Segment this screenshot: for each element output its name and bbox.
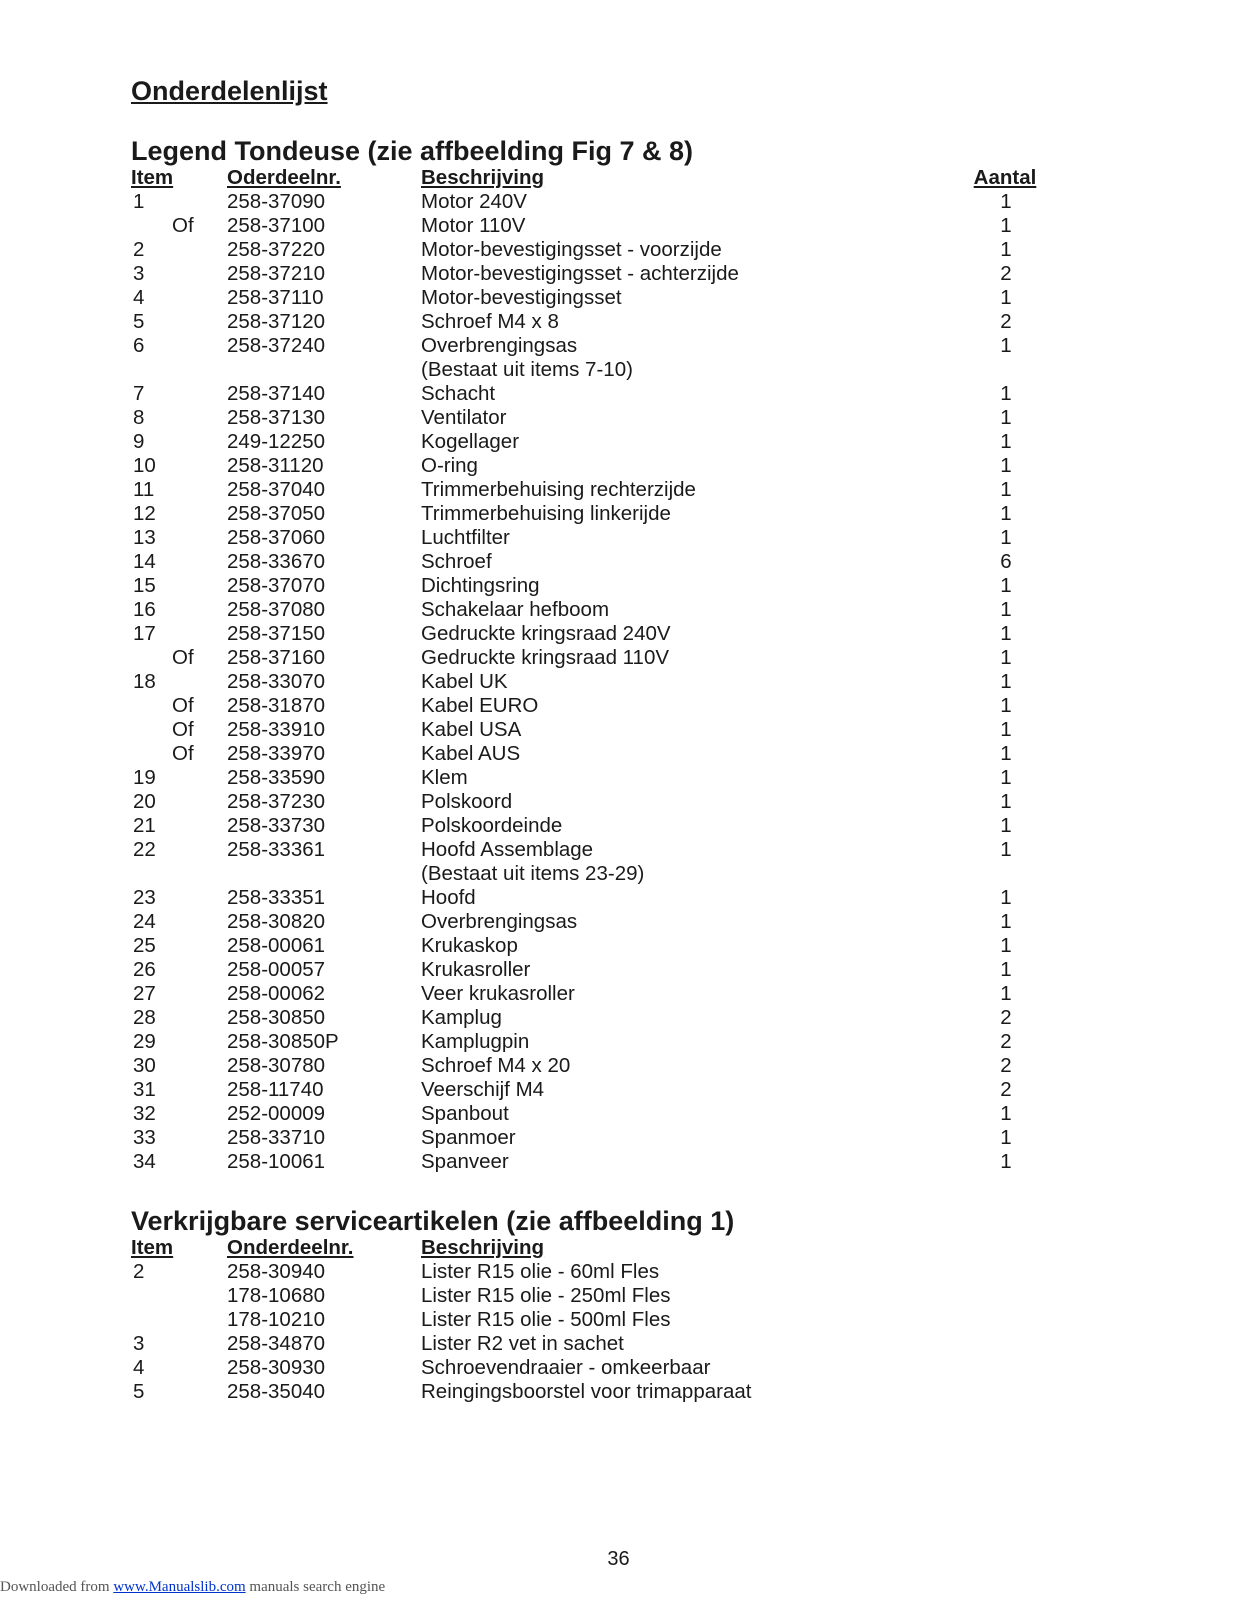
quantity: 2 (1000, 1006, 1012, 1029)
description: Lister R15 olie - 500ml Fles (421, 1308, 671, 1331)
quantity: 1 (1000, 718, 1012, 741)
quantity: 1 (1000, 766, 1012, 789)
quantity: 1 (1000, 1150, 1012, 1173)
part-number: 258-33730 (227, 814, 326, 837)
table-row (0, 814, 1237, 838)
description: Veer krukasroller (421, 982, 575, 1005)
part-number: 258-00062 (227, 982, 326, 1005)
description: Spanveer (421, 1150, 509, 1173)
alternative-marker: Of (172, 646, 194, 669)
service-section-heading: Verkrijgbare serviceartikelen (zie affbeelding 1) (131, 1206, 735, 1236)
table-row (0, 934, 1237, 958)
quantity: 1 (1000, 790, 1012, 813)
part-number: 178-10210 (227, 1308, 326, 1331)
parts-table (0, 166, 1237, 1174)
description: Schroef M4 x 8 (421, 310, 559, 333)
part-number: 258-37210 (227, 262, 326, 285)
part-number: 249-12250 (227, 430, 326, 453)
item-number: 18 (133, 670, 156, 693)
quantity: 1 (1000, 646, 1012, 669)
table-row (0, 310, 1237, 334)
quantity: 1 (1000, 286, 1012, 309)
header-item: Item (131, 1236, 174, 1259)
quantity: 1 (1000, 454, 1012, 477)
part-number: 258-30780 (227, 1054, 326, 1077)
description: Polskoordeinde (421, 814, 563, 837)
description: Spanbout (421, 1102, 509, 1125)
item-number: 15 (133, 574, 156, 597)
table-row (0, 646, 1237, 670)
part-number: 258-37090 (227, 190, 326, 213)
quantity: 1 (1000, 982, 1012, 1005)
part-number: 258-37070 (227, 574, 326, 597)
quantity: 1 (1000, 622, 1012, 645)
part-number: 258-37130 (227, 406, 326, 429)
quantity: 2 (1000, 1054, 1012, 1077)
table-row (0, 910, 1237, 934)
description: Kabel AUS (421, 742, 521, 765)
header-part-number: Oderdeelnr. (227, 166, 341, 189)
description: Lister R15 olie - 250ml Fles (421, 1284, 671, 1307)
item-number: 3 (133, 1332, 145, 1355)
item-number: 17 (133, 622, 156, 645)
header-part-number: Onderdeelnr. (227, 1236, 354, 1259)
description: Gedruckte kringsraad 110V (421, 646, 670, 669)
item-number: 11 (133, 478, 155, 501)
table-row (0, 886, 1237, 910)
item-number: 16 (133, 598, 156, 621)
quantity: 1 (1000, 838, 1012, 861)
part-number: 258-30940 (227, 1260, 326, 1283)
quantity: 1 (1000, 214, 1012, 237)
item-number: 9 (133, 430, 145, 453)
part-number: 258-10061 (227, 1150, 326, 1173)
quantity: 1 (1000, 958, 1012, 981)
quantity: 6 (1000, 550, 1012, 573)
download-footer (0, 1578, 385, 1596)
item-number: 4 (133, 286, 145, 309)
description: Kabel EURO (421, 694, 539, 717)
table-row (0, 598, 1237, 622)
item-number: 31 (133, 1078, 156, 1101)
part-number: 258-37220 (227, 238, 326, 261)
service-table (0, 1236, 1237, 1404)
item-number: 8 (133, 406, 145, 429)
quantity: 1 (1000, 1102, 1012, 1125)
quantity: 1 (1000, 478, 1012, 501)
item-number: 34 (133, 1150, 156, 1173)
part-number: 258-37140 (227, 382, 326, 405)
part-number: 258-30850P (227, 1030, 339, 1053)
part-number: 258-37120 (227, 310, 326, 333)
table-row (0, 382, 1237, 406)
description: Gedruckte kringsraad 240V (421, 622, 671, 645)
description: Motor 110V (421, 214, 526, 237)
description: Polskoord (421, 790, 513, 813)
table-row (0, 742, 1237, 766)
item-number: 30 (133, 1054, 156, 1077)
table-row (0, 238, 1237, 262)
description: Trimmerbehuising linkerijde (421, 502, 671, 525)
alternative-marker: Of (172, 214, 194, 237)
item-number: 23 (133, 886, 156, 909)
item-number: 4 (133, 1356, 145, 1379)
table-row (0, 1284, 1237, 1308)
quantity: 1 (1000, 334, 1012, 357)
table-row (0, 790, 1237, 814)
description: Motor-bevestigingsset - achterzijde (421, 262, 739, 285)
quantity: 2 (1000, 1030, 1012, 1053)
description: Luchtfilter (421, 526, 510, 549)
part-number: 258-33670 (227, 550, 326, 573)
table-row (0, 334, 1237, 358)
table-row (0, 1006, 1237, 1030)
table-row (0, 1030, 1237, 1054)
part-number: 258-37110 (227, 286, 324, 309)
item-number: 10 (133, 454, 156, 477)
table-row (0, 286, 1237, 310)
table-row (0, 526, 1237, 550)
item-number: 2 (133, 238, 145, 261)
description: Lister R2 vet in sachet (421, 1332, 624, 1355)
table-row (0, 670, 1237, 694)
parts-table-header (0, 166, 1237, 190)
item-number: 12 (133, 502, 156, 525)
table-row (0, 550, 1237, 574)
part-number: 258-00061 (227, 934, 326, 957)
table-row (0, 694, 1237, 718)
part-number: 258-30820 (227, 910, 326, 933)
description: Schakelaar hefboom (421, 598, 610, 621)
description: Kabel UK (421, 670, 508, 693)
quantity: 1 (1000, 694, 1012, 717)
description: Klem (421, 766, 468, 789)
quantity: 1 (1000, 430, 1012, 453)
table-row (0, 1126, 1237, 1150)
header-quantity: Aantal (973, 166, 1037, 189)
header-item: Item (131, 166, 174, 189)
table-row (0, 1332, 1237, 1356)
description: Overbrengingsas (421, 910, 578, 933)
description: Kabel USA (421, 718, 522, 741)
service-table-header (0, 1236, 1237, 1260)
table-row (0, 838, 1237, 862)
table-row (0, 574, 1237, 598)
alternative-marker: Of (172, 694, 194, 717)
part-number: 258-37160 (227, 646, 326, 669)
part-number: 258-00057 (227, 958, 326, 981)
part-number: 258-37100 (227, 214, 326, 237)
part-number: 258-33590 (227, 766, 326, 789)
quantity: 1 (1000, 382, 1012, 405)
table-row (0, 262, 1237, 286)
description: Trimmerbehuising rechterzijde (421, 478, 696, 501)
quantity: 1 (1000, 190, 1012, 213)
quantity: 1 (1000, 526, 1012, 549)
table-row (0, 1356, 1237, 1380)
description: Kamplug (421, 1006, 502, 1029)
table-row (0, 622, 1237, 646)
description: Lister R15 olie - 60ml Fles (421, 1260, 660, 1283)
quantity: 1 (1000, 238, 1012, 261)
item-number: 22 (133, 838, 156, 861)
item-number: 20 (133, 790, 156, 813)
table-row (0, 1260, 1237, 1284)
part-number: 258-30930 (227, 1356, 326, 1379)
part-number: 258-34870 (227, 1332, 326, 1355)
item-number: 5 (133, 310, 145, 333)
description: Dichtingsring (421, 574, 540, 597)
description: Schroevendraaier - omkeerbaar (421, 1356, 711, 1379)
item-number: 14 (133, 550, 156, 573)
table-row (0, 958, 1237, 982)
description: O-ring (421, 454, 478, 477)
quantity: 1 (1000, 1126, 1012, 1149)
description: Hoofd Assemblage (421, 838, 594, 861)
item-number: 21 (133, 814, 156, 837)
part-number: 258-37060 (227, 526, 326, 549)
table-row (0, 502, 1237, 526)
description: Krukasroller (421, 958, 531, 981)
part-number: 258-37040 (227, 478, 326, 501)
description: (Bestaat uit items 7-10) (421, 358, 633, 381)
table-row (0, 982, 1237, 1006)
part-number: 258-11740 (227, 1078, 324, 1101)
item-number: 6 (133, 334, 145, 357)
item-number: 7 (133, 382, 145, 405)
item-number: 2 (133, 1260, 145, 1283)
description: Reingingsboorstel voor trimapparaat (421, 1380, 752, 1403)
table-row (0, 454, 1237, 478)
part-number: 258-33710 (227, 1126, 326, 1149)
quantity: 1 (1000, 502, 1012, 525)
table-row (0, 1380, 1237, 1404)
table-row (0, 1078, 1237, 1102)
manualslib-link[interactable]: www.Manualslib.com (113, 1579, 246, 1595)
item-number: 26 (133, 958, 156, 981)
part-number: 258-37230 (227, 790, 326, 813)
table-row (0, 430, 1237, 454)
part-number: 258-37240 (227, 334, 326, 357)
description: Motor-bevestigingsset (421, 286, 622, 309)
table-row (0, 862, 1237, 886)
part-number: 258-33351 (227, 886, 326, 909)
description: Veerschijf M4 (421, 1078, 545, 1101)
page-title: Onderdelenlijst (131, 76, 328, 106)
quantity: 1 (1000, 742, 1012, 765)
table-row (0, 718, 1237, 742)
header-description: Beschrijving (421, 166, 545, 189)
quantity: 1 (1000, 934, 1012, 957)
part-number: 258-37050 (227, 502, 326, 525)
item-number: 19 (133, 766, 156, 789)
quantity: 2 (1000, 310, 1012, 333)
part-number: 178-10680 (227, 1284, 326, 1307)
item-number: 1 (133, 190, 145, 213)
quantity: 1 (1000, 814, 1012, 837)
part-number: 258-33070 (227, 670, 326, 693)
footer-prefix: Downloaded from (0, 1579, 114, 1595)
description: Overbrengingsas (421, 334, 578, 357)
item-number: 5 (133, 1380, 145, 1403)
quantity: 1 (1000, 598, 1012, 621)
item-number: 25 (133, 934, 156, 957)
description: Schroef (421, 550, 492, 573)
part-number: 258-31870 (227, 694, 326, 717)
table-row (0, 406, 1237, 430)
item-number: 28 (133, 1006, 156, 1029)
part-number: 258-37080 (227, 598, 326, 621)
table-row (0, 766, 1237, 790)
part-number: 258-31120 (227, 454, 324, 477)
quantity: 1 (1000, 406, 1012, 429)
quantity: 1 (1000, 886, 1012, 909)
description: Krukaskop (421, 934, 518, 957)
part-number: 258-33910 (227, 718, 326, 741)
description: Hoofd (421, 886, 476, 909)
page-number: 36 (607, 1548, 630, 1570)
table-row (0, 478, 1237, 502)
description: Kogellager (421, 430, 520, 453)
table-row (0, 1308, 1237, 1332)
item-number: 27 (133, 982, 156, 1005)
part-number: 258-37150 (227, 622, 326, 645)
footer-suffix: manuals search engine (245, 1579, 386, 1595)
table-row (0, 190, 1237, 214)
item-number: 29 (133, 1030, 156, 1053)
table-row (0, 1150, 1237, 1174)
part-number: 258-33970 (227, 742, 326, 765)
description: Motor-bevestigingsset - voorzijde (421, 238, 722, 261)
description: Schacht (421, 382, 496, 405)
table-row (0, 1054, 1237, 1078)
alternative-marker: Of (172, 718, 194, 741)
item-number: 3 (133, 262, 145, 285)
description: Kamplugpin (421, 1030, 530, 1053)
description: Motor 240V (421, 190, 527, 213)
table-row (0, 358, 1237, 382)
item-number: 33 (133, 1126, 156, 1149)
part-number: 258-35040 (227, 1380, 326, 1403)
description: (Bestaat uit items 23-29) (421, 862, 645, 885)
table-row (0, 1102, 1237, 1126)
table-row (0, 214, 1237, 238)
description: Spanmoer (421, 1126, 516, 1149)
part-number: 252-00009 (227, 1102, 326, 1125)
description: Ventilator (421, 406, 507, 429)
parts-section-heading: Legend Tondeuse (zie affbeelding Fig 7 & 8) (131, 136, 694, 166)
quantity: 2 (1000, 262, 1012, 285)
quantity: 1 (1000, 910, 1012, 933)
quantity: 1 (1000, 574, 1012, 597)
header-description: Beschrijving (421, 1236, 545, 1259)
item-number: 24 (133, 910, 156, 933)
quantity: 2 (1000, 1078, 1012, 1101)
item-number: 13 (133, 526, 156, 549)
item-number: 32 (133, 1102, 156, 1125)
alternative-marker: Of (172, 742, 194, 765)
quantity: 1 (1000, 670, 1012, 693)
part-number: 258-33361 (227, 838, 326, 861)
description: Schroef M4 x 20 (421, 1054, 571, 1077)
part-number: 258-30850 (227, 1006, 326, 1029)
